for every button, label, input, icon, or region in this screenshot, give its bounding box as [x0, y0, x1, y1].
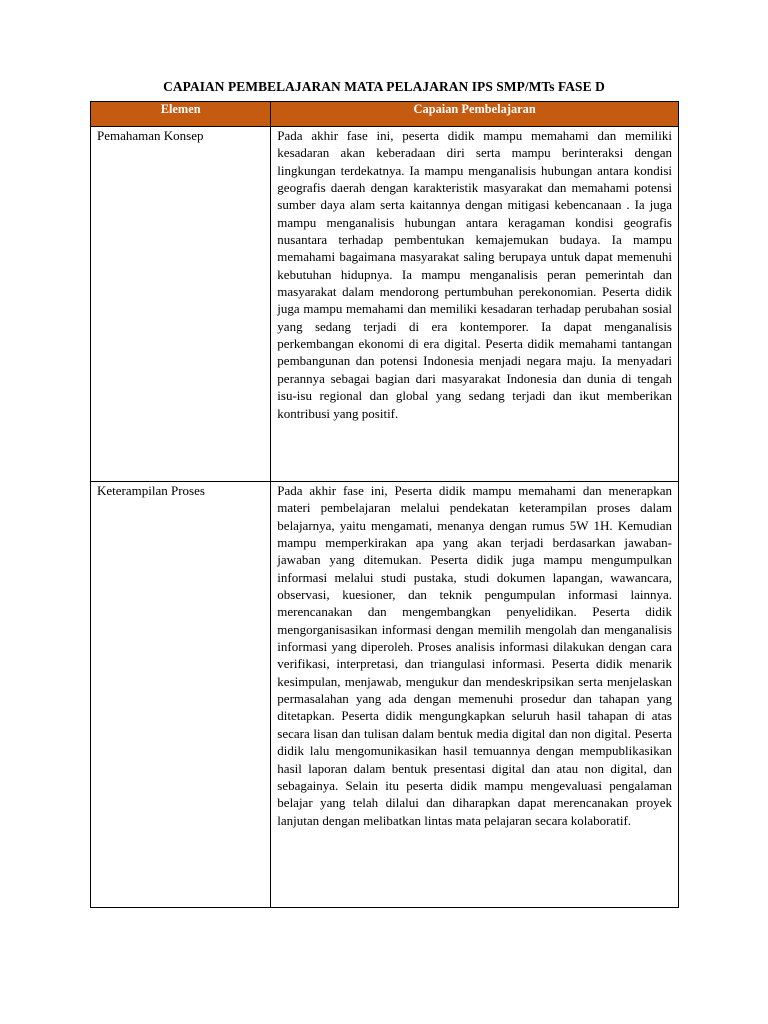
column-header-capaian: Capaian Pembelajaran — [271, 102, 679, 127]
elemen-cell: Pemahaman Konsep — [91, 127, 271, 482]
capaian-cell: Pada akhir fase ini, Peserta didik mampu memahami dan menerapkan materi pembelajaran melalui pendekatan keterampilan proses dalam belajarnya, yaitu mengamati, menanya dengan rumus 5W 1H. Kemudian mampu memperkirakan apa yang akan terjadi berdasarkan jawaban-jawaban yang ditemukan. Peserta didik juga mampu mengumpulkan informasi melalui studi pustaka, studi dokumen lapangan, wawancara, observasi, kuesioner, dan teknik pengumpulan informasi lainnya. merencanakan dan mengembangkan penyelidikan. Peserta didik mengorganisasikan informasi dengan memilih mengolah dan menganalisis informasi yang diperoleh. Proses analisis informasi dilakukan dengan cara verifikasi, interpretasi, dan triangulasi informasi. Peserta didik menarik kesimpulan, menjawab, mengukur dan mendeskripsikan serta menjelaskan permasalahan yang ada dengan memenuhi prosedur dan tahapan yang ditetapkan. Peserta didik mengungkapkan seluruh hasil tahapan di atas secara lisan dan tulisan dalam bentuk media digital dan non digital. Peserta didik lalu mengomunikasikan hasil temuannya dengan mempublikasikan hasil laporan dalam bentuk presentasi digital dan atau non digital, dan sebagainya. Selain itu peserta didik mampu mengevaluasi pengalaman belajar yang telah dilalui dan diharapkan dapat merencanakan proyek lanjutan dengan melibatkan lintas mata pelajaran secara kolaboratif. — [271, 482, 679, 908]
document-title: CAPAIAN PEMBELAJARAN MATA PELAJARAN IPS SMP/MTs FASE D — [163, 79, 605, 94]
table-row — [91, 482, 679, 908]
capaian-table — [90, 101, 679, 908]
table-row — [91, 127, 679, 482]
elemen-cell: Keterampilan Proses — [91, 482, 271, 908]
capaian-cell: Pada akhir fase ini, peserta didik mampu memahami dan memiliki kesadaran akan keberadaan diri serta mampu berinteraksi dengan lingkungan terdekatnya. Ia mampu menganalisis hubungan antara kondisi geografis daerah dengan karakteristik masyarakat dan memahami potensi sumber daya alam serta kaitannya dengan mitigasi kebencanaan . Ia juga mampu menganalisis hubungan antara keragaman kondisi geografis nusantara terhadap pembentukan kemajemukan budaya. Ia mampu memahami bagaimana masyarakat saling berupaya untuk dapat memenuhi kebutuhan hidupnya. Ia mampu menganalisis peran pemerintah dan masyarakat dalam mendorong pertumbuhan perekonomian. Peserta didik juga mampu memahami dan memiliki kesadaran terhadap perubahan sosial yang sedang terjadi di era kontemporer. Ia dapat menganalisis perkembangan ekonomi di era digital. Peserta didik memahami tantangan pembangunan dan potensi Indonesia menjadi negara maju. Ia menyadari perannya sebagai bagian dari masyarakat Indonesia dan dunia di tengah isu-isu regional dan global yang sedang terjadi dan ikut memberikan kontribusi yang positif. — [271, 127, 679, 482]
column-header-elemen: Elemen — [91, 102, 271, 127]
table-header-row — [91, 102, 679, 127]
